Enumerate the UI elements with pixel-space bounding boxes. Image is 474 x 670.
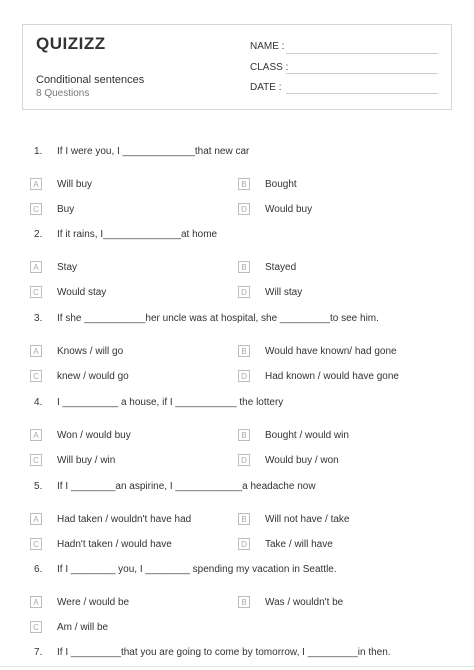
option-c-box[interactable]: C [30, 621, 42, 633]
question-number: 7. [34, 647, 43, 658]
option-c-box[interactable]: C [30, 538, 42, 550]
option-b-box[interactable]: B [238, 345, 250, 357]
name-label: NAME : [250, 41, 285, 52]
page-divider [0, 666, 474, 667]
option-c-text: knew / would go [57, 371, 129, 382]
date-label: DATE : [250, 82, 282, 93]
option-a-box[interactable]: A [30, 513, 42, 525]
option-d-box[interactable]: D [238, 286, 250, 298]
option-b-box[interactable]: B [238, 513, 250, 525]
question-text: If she ___________her uncle was at hospital, she _________to see him. [57, 313, 379, 324]
option-b-text: Will not have / take [265, 514, 350, 525]
question-text: If I ________an aspirine, I ____________a headache now [57, 481, 316, 492]
option-a-text: Had taken / wouldn't have had [57, 514, 192, 525]
option-d-box[interactable]: D [238, 203, 250, 215]
option-d-text: Will stay [265, 287, 303, 298]
question-number: 6. [34, 564, 43, 575]
option-c-text: Buy [57, 204, 75, 215]
question-text: If I were you, I _____________that new car [57, 146, 250, 157]
date-line[interactable] [286, 93, 438, 94]
option-a-text: Will buy [57, 179, 93, 190]
option-b-text: Bought / would win [265, 430, 349, 441]
option-d-box[interactable]: D [238, 454, 250, 466]
option-c-text: Will buy / win [57, 455, 116, 466]
option-b-text: Would have known/ had gone [265, 346, 397, 357]
question-number: 5. [34, 481, 43, 492]
class-label: CLASS : [250, 62, 289, 73]
option-a-box[interactable]: A [30, 178, 42, 190]
option-a-text: Knows / will go [57, 346, 124, 357]
question-text: If I _________that you are going to come by tomorrow, I _________in then. [57, 647, 391, 658]
option-d-text: Would buy [265, 204, 313, 215]
option-b-box[interactable]: B [238, 178, 250, 190]
name-line[interactable] [286, 53, 438, 54]
question-number: 3. [34, 313, 43, 324]
question-text: If it rains, I______________at home [57, 229, 218, 240]
option-a-text: Stay [57, 262, 78, 273]
option-c-box[interactable]: C [30, 370, 42, 382]
question-text: I __________ a house, if I ___________ the lottery [57, 397, 284, 408]
option-b-text: Bought [265, 179, 297, 190]
option-d-box[interactable]: D [238, 370, 250, 382]
option-a-box[interactable]: A [30, 596, 42, 608]
option-c-box[interactable]: C [30, 454, 42, 466]
option-c-box[interactable]: C [30, 286, 42, 298]
option-a-box[interactable]: A [30, 345, 42, 357]
question-text: If I ________ you, I ________ spending my vacation in Seattle. [57, 564, 337, 575]
option-a-text: Won / would buy [57, 430, 131, 441]
option-a-box[interactable]: A [30, 429, 42, 441]
option-c-text: Hadn't taken / would have [57, 539, 172, 550]
question-number: 1. [34, 146, 43, 157]
option-d-text: Would buy / won [265, 455, 339, 466]
question-number: 2. [34, 229, 43, 240]
option-d-box[interactable]: D [238, 538, 250, 550]
question-count: 8 Questions [36, 88, 90, 99]
option-b-text: Was / wouldn't be [265, 597, 344, 608]
option-b-box[interactable]: B [238, 261, 250, 273]
worksheet-title: Conditional sentences [36, 74, 145, 86]
option-c-box[interactable]: C [30, 203, 42, 215]
option-c-text: Am / will be [57, 622, 109, 633]
option-d-text: Take / will have [265, 539, 333, 550]
option-c-text: Would stay [57, 287, 107, 298]
option-a-text: Were / would be [57, 597, 130, 608]
option-b-box[interactable]: B [238, 596, 250, 608]
question-number: 4. [34, 397, 43, 408]
class-line[interactable] [286, 73, 438, 74]
option-a-box[interactable]: A [30, 261, 42, 273]
option-d-text: Had known / would have gone [265, 371, 399, 382]
quizizz-logo: QUIZIZZ [36, 34, 106, 53]
option-b-box[interactable]: B [238, 429, 250, 441]
option-b-text: Stayed [265, 262, 297, 273]
